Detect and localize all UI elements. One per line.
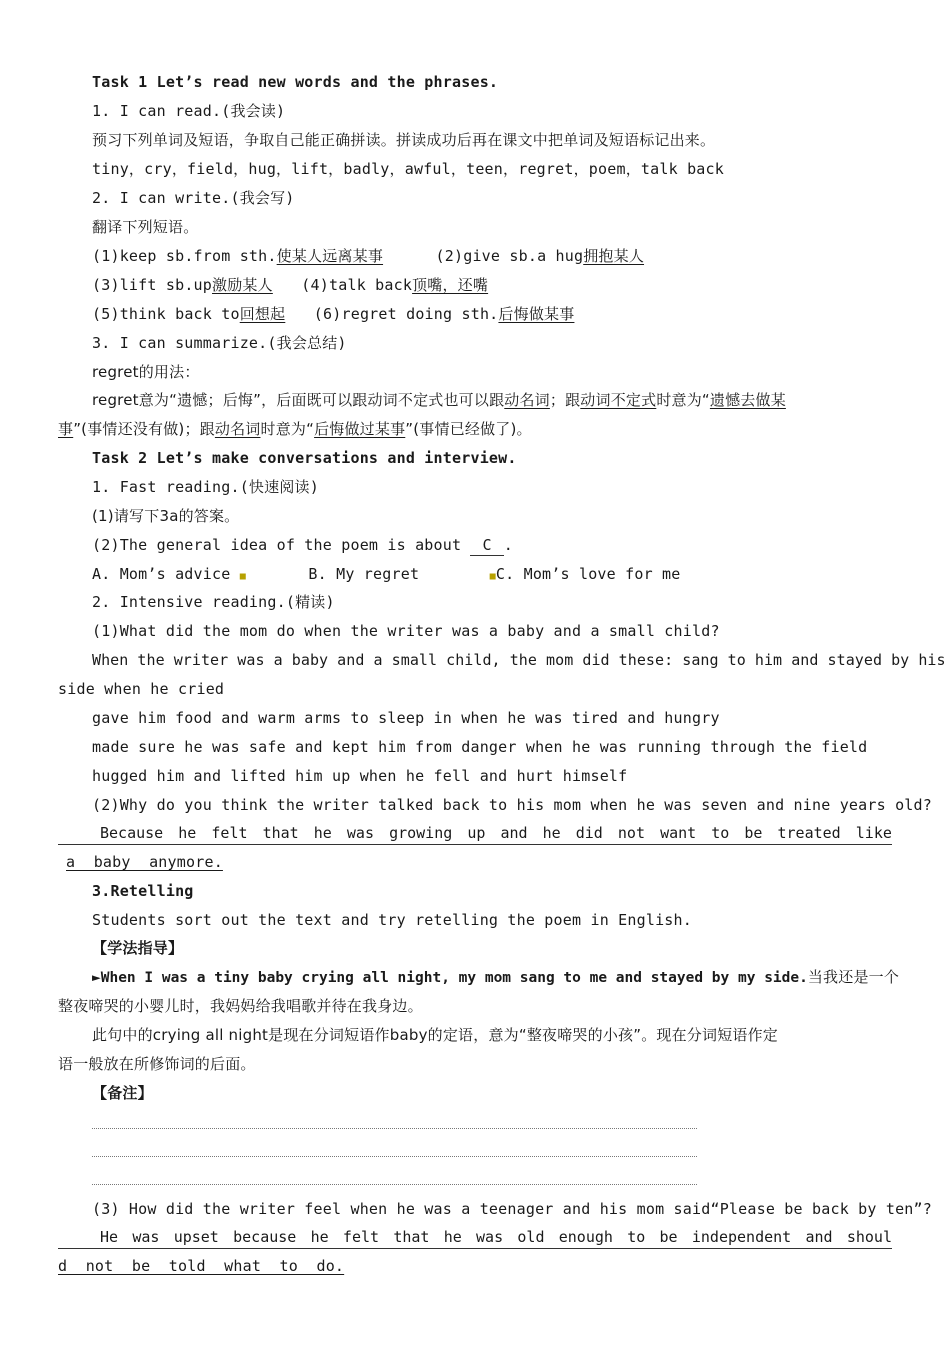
option-a: A. Mom’s advice	[92, 565, 231, 583]
phrase-en: think back to	[119, 305, 240, 323]
regret-text-part: 时意为“	[656, 391, 710, 409]
phrase-en: keep sb.from sth.	[119, 247, 277, 265]
guide-note-line2: 语一般放在所修饰词的后面。	[58, 1055, 256, 1073]
phrase-en: talk back	[329, 276, 413, 294]
answer-word: did	[575, 824, 603, 842]
guide-note-line1: 此句中的crying all night是现在分词短语作baby的定语，意为“整夜啼哭的小孩”。现在分词短语作定	[92, 1026, 778, 1044]
iq1-answer-line4: made sure he was safe and kept him from danger when he was running through the field	[92, 738, 868, 756]
iq2-answer-line1	[58, 823, 892, 845]
answer-word: and	[805, 1228, 833, 1246]
word-list: tiny，cry，field，hug，lift，badly，awful，teen，regret，poem，talk back	[92, 160, 725, 178]
phrase-cn-answer: 回想起	[239, 305, 286, 323]
regret-text-part: ；跟	[549, 391, 581, 409]
phrase-en: give sb.a hug	[463, 247, 584, 265]
guide-heading: 【学法指导】	[92, 939, 184, 957]
phrase-en: lift sb.up	[119, 276, 213, 294]
write-instruction: 翻译下列短语。	[92, 218, 199, 236]
answer-word: Because	[100, 824, 164, 842]
answer-word: was	[346, 824, 374, 842]
phrase-num: (3)	[92, 276, 120, 294]
answer-word: he	[178, 824, 197, 842]
answer-word: like	[855, 824, 892, 842]
dot-mark: ■	[489, 571, 496, 582]
guide-sentence-cn: 当我还是一个	[807, 968, 900, 986]
phrase-row-1	[92, 246, 892, 266]
notes-heading: 【备注】	[92, 1084, 153, 1102]
iq1-answer-line2: side when he cried	[58, 680, 225, 698]
answer-word: was	[476, 1228, 504, 1246]
answer-word: that	[393, 1228, 430, 1246]
iq1-answer-line5: hugged him and lifted him up when he fell and hurt himself	[92, 767, 628, 785]
phrase-cn-answer: 顶嘴，还嘴	[412, 276, 489, 294]
regret-text-line1	[92, 390, 892, 410]
iq1-answer-line3: gave him food and warm arms to sleep in when he was tired and hungry	[92, 709, 720, 727]
regret-usage-title: regret的用法：	[92, 363, 200, 381]
answer-word: He	[100, 1228, 119, 1246]
regret-answer: 动名词	[504, 391, 550, 409]
answer-word: growing	[389, 824, 453, 842]
regret-text-line2	[58, 419, 892, 439]
phrase-cn-answer: 拥抱某人	[583, 247, 645, 265]
retelling-heading: 3.Retelling	[92, 882, 194, 900]
phrase-num: (1)	[92, 247, 120, 265]
summarize-heading: 3. I can summarize.(我会总结)	[92, 334, 347, 352]
regret-text-part: 时意为“	[260, 420, 315, 438]
read-heading: 1. I can read.(我会读)	[92, 102, 286, 120]
fast-q2	[92, 535, 892, 556]
phrase-num: (5)	[92, 305, 120, 323]
answer-word: be	[744, 824, 763, 842]
regret-answer: 后悔做过某事	[314, 420, 406, 438]
retelling-text: Students sort out the text and try retelling the poem in English.	[92, 911, 692, 929]
answer-word: he	[310, 1228, 329, 1246]
guide-sentence-line1	[92, 967, 900, 988]
iq3-answer-line2	[58, 1256, 892, 1276]
phrase-row-3	[92, 304, 892, 324]
options-row	[92, 564, 892, 587]
answer-word: upset	[173, 1228, 219, 1246]
answer-word: want	[660, 824, 697, 842]
answer-word: that	[262, 824, 299, 842]
answer-word: enough	[558, 1228, 613, 1246]
iq3-answer-end: d not be told what to do.	[58, 1257, 345, 1275]
regret-answer: 事	[58, 420, 74, 438]
answer-word: and	[500, 824, 528, 842]
regret-text-part: ”(事情已经做了)。	[405, 420, 532, 438]
intensive-heading: 2. Intensive reading.(精读)	[92, 593, 335, 611]
option-c: C. Mom’s love for me	[495, 565, 681, 583]
phrase-cn-answer: 使某人远离某事	[276, 247, 384, 265]
regret-answer: 动名词	[214, 420, 261, 438]
notes-line	[92, 1128, 697, 1129]
phrase-num: (6)	[313, 305, 342, 323]
q2-suffix: .	[503, 536, 513, 554]
iq1-answer-line1: When the writer was a baby and a small child, the mom did these: sang to him and stayed by his	[92, 651, 946, 669]
regret-answer: 遗憾去做某	[709, 391, 786, 409]
guide-sentence-line2: 整夜啼哭的小婴儿时，我妈妈给我唱歌并待在我身边。	[58, 997, 423, 1015]
regret-answer: 动词不定式	[580, 391, 657, 409]
phrase-cn-answer: 后悔做某事	[498, 305, 575, 323]
answer-word: because	[233, 1228, 297, 1246]
answer-word: to	[711, 824, 730, 842]
answer-word: felt	[342, 1228, 380, 1246]
intensive-q3: (3) How did the writer feel when he was a teenager and his mom said“Please be back by ten”?	[92, 1200, 932, 1218]
regret-text-part: ”(事情还没有做)；跟	[73, 420, 215, 438]
write-heading: 2. I can write.(我会写)	[92, 189, 295, 207]
notes-line	[92, 1156, 697, 1157]
phrase-cn-answer: 激励某人	[212, 276, 273, 294]
answer-word: he	[313, 824, 332, 842]
answer-word: he	[542, 824, 561, 842]
iq2-answer-end: a baby anymore.	[66, 853, 223, 871]
fast-q1: (1)请写下3a的答案。	[92, 507, 240, 525]
answer-word: felt	[211, 824, 248, 842]
q2-prompt: (2)The general idea of the poem is about	[92, 536, 462, 554]
q2-answer: C	[470, 535, 503, 556]
iq2-answer-line2	[66, 852, 892, 872]
task2-title: Task 2 Let’s make conversations and interview.	[92, 449, 517, 467]
task1-title: Task 1 Let’s read new words and the phrases.	[92, 73, 499, 91]
intensive-q1: (1)What did the mom do when the writer was a baby and a small child?	[92, 622, 720, 640]
answer-word: be	[659, 1228, 678, 1246]
read-instruction: 预习下列单词及短语，争取自己能正确拼读。拼读成功后再在课文中把单词及短语标记出来。	[92, 131, 716, 149]
answer-word: not	[617, 824, 645, 842]
iq3-answer-line1	[58, 1227, 892, 1249]
fast-reading-heading: 1. Fast reading.(快速阅读)	[92, 478, 319, 496]
guide-sentence-en: ►When I was a tiny baby crying all night, my mom sang to me and stayed by my side.	[92, 970, 808, 986]
phrase-num: (4)	[301, 276, 329, 294]
answer-word: old	[517, 1228, 545, 1246]
answer-word: treated	[777, 824, 841, 842]
option-b: B. My regret	[308, 565, 420, 583]
dot-mark: ■	[239, 571, 246, 582]
notes-line	[92, 1184, 697, 1185]
intensive-q2: (2)Why do you think the writer talked back to his mom when he was seven and nine years old?	[92, 796, 932, 814]
answer-word: was	[132, 1228, 160, 1246]
phrase-row-2	[92, 275, 892, 295]
answer-word: shoul	[846, 1228, 892, 1246]
regret-text-part: regret意为“遗憾；后悔”，后面既可以跟动词不定式也可以跟	[92, 391, 505, 409]
phrase-en: regret doing sth.	[341, 305, 499, 323]
answer-word: independent	[691, 1228, 792, 1246]
answer-word: to	[627, 1228, 646, 1246]
answer-word: up	[467, 824, 486, 842]
phrase-num: (2)	[435, 247, 464, 265]
answer-word: he	[443, 1228, 462, 1246]
